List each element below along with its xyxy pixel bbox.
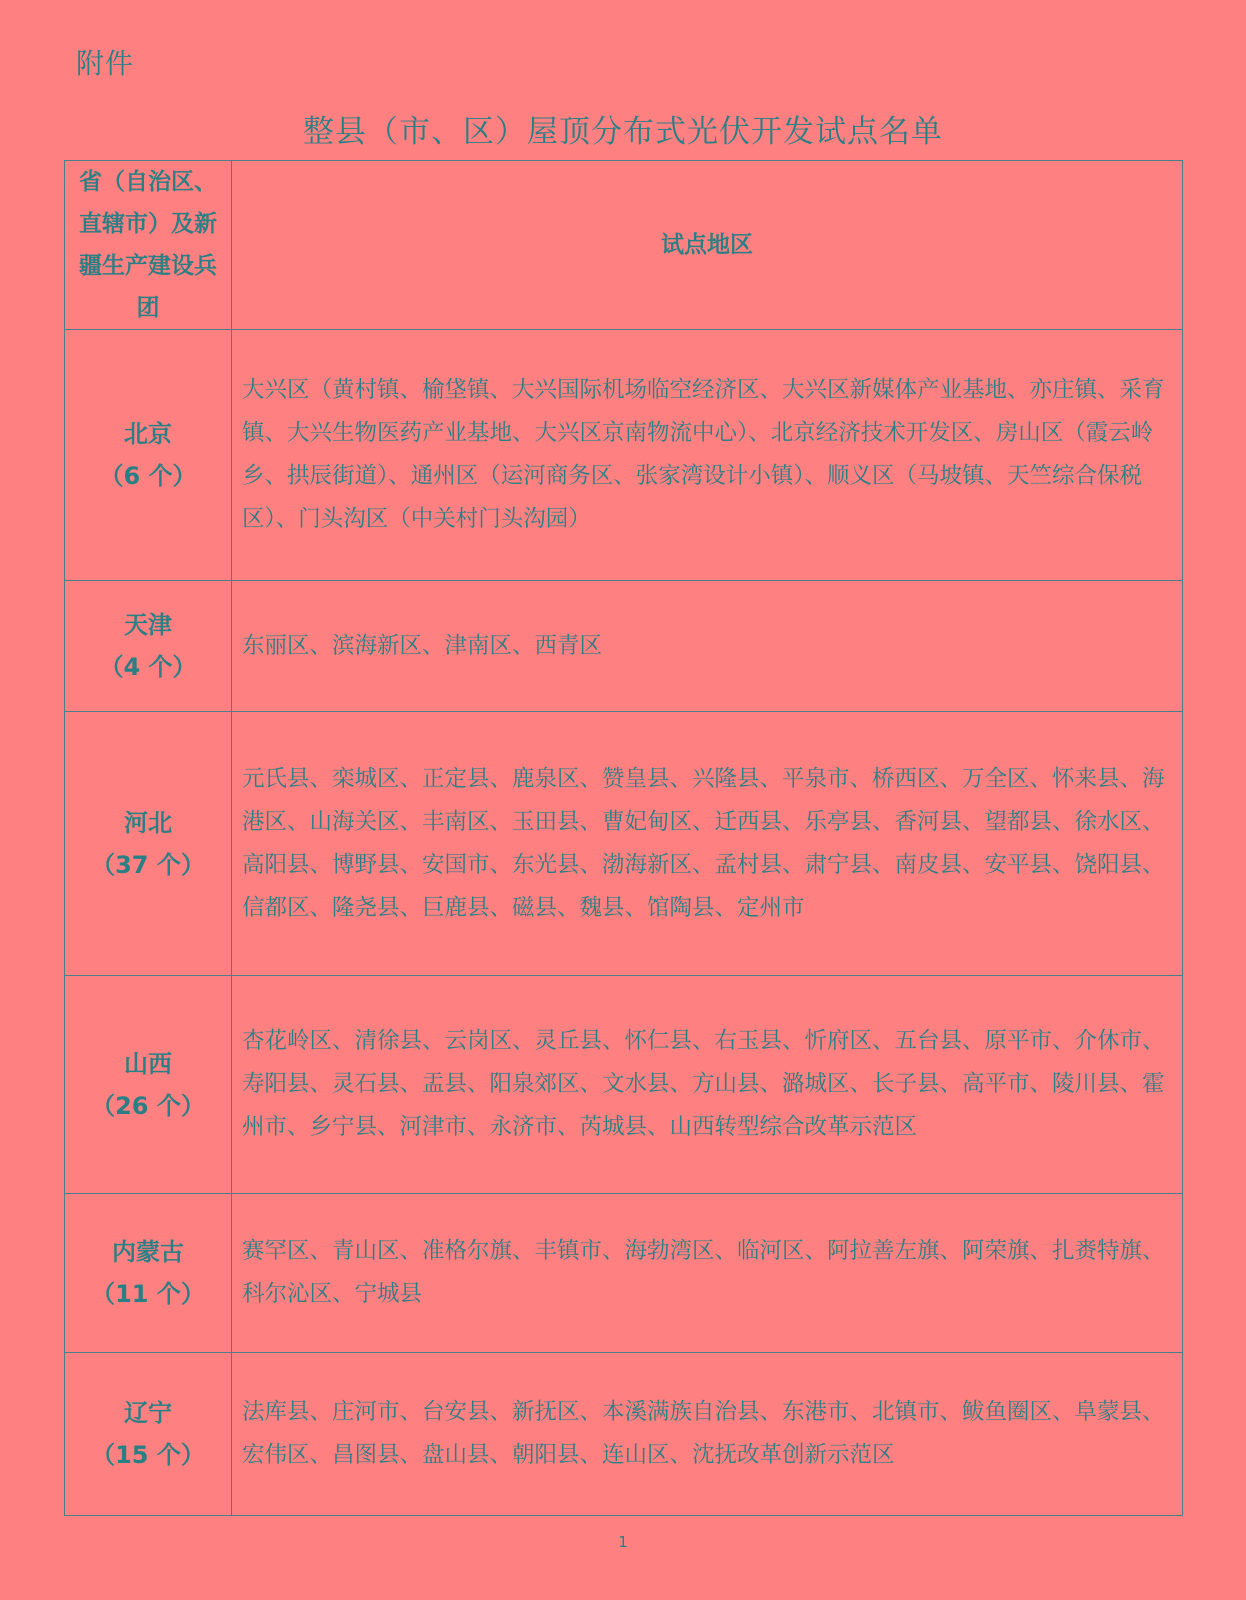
attachment-label: 附件 (76, 47, 135, 80)
province-count: （15 个） (91, 1441, 205, 1469)
areas-cell: 东丽区、滨海新区、津南区、西青区 (232, 581, 1183, 712)
province-count: （37 个） (91, 850, 205, 879)
province-name: 北京 (124, 420, 172, 448)
areas-cell: 元氏县、栾城区、正定县、鹿泉区、赞皇县、兴隆县、平泉市、桥西区、万全区、怀来县、海港区、山海关区、丰南区、玉田县、曹妃甸区、迁西县、乐亭县、香河县、望都县、徐水区、高阳县、博野县、安国市、东光县、渤海新区、孟村县、肃宁县、南皮县、安平县、饶阳县、信都区、隆尧县、巨鹿县、磁县、魏县、馆陶县、定州市 (232, 712, 1183, 976)
document-title: 整县（市、区）屋顶分布式光伏开发试点名单 (303, 114, 943, 150)
province-cell (65, 330, 232, 581)
table-row (65, 976, 1183, 1194)
province-name: 山西 (124, 1049, 172, 1078)
table-row (65, 1194, 1183, 1353)
table-row (65, 330, 1183, 581)
page-number: 1 (618, 1533, 628, 1551)
province-name: 辽宁 (124, 1399, 172, 1427)
province-cell (65, 712, 232, 976)
province-cell (65, 1353, 232, 1516)
areas-cell: 法库县、庄河市、台安县、新抚区、本溪满族自治县、东港市、北镇市、鲅鱼圈区、阜蒙县、宏伟区、昌图县、盘山县、朝阳县、连山区、沈抚改革创新示范区 (232, 1353, 1183, 1516)
areas-cell: 赛罕区、青山区、准格尔旗、丰镇市、海勃湾区、临河区、阿拉善左旗、阿荣旗、扎赉特旗、科尔沁区、宁城县 (232, 1194, 1183, 1353)
province-cell (65, 976, 232, 1194)
header-province: 省（自治区、直辖市）及新疆生产建设兵团 (65, 161, 232, 330)
areas-cell: 大兴区（黄村镇、榆垡镇、大兴国际机场临空经济区、大兴区新媒体产业基地、亦庄镇、采育镇、大兴生物医药产业基地、大兴区京南物流中心）、北京经济技术开发区、房山区（霞云岭乡、拱辰街道）、通州区（运河商务区、张家湾设计小镇）、顺义区（马坡镇、天竺综合保税区）、门头沟区（中关村门头沟园） (232, 330, 1183, 581)
province-count: （26 个） (91, 1091, 205, 1120)
province-count: （11 个） (91, 1280, 205, 1308)
header-areas: 试点地区 (232, 161, 1183, 330)
areas-cell: 杏花岭区、清徐县、云岗区、灵丘县、怀仁县、右玉县、忻府区、五台县、原平市、介休市、寿阳县、灵石县、盂县、阳泉郊区、文水县、方山县、潞城区、长子县、高平市、陵川县、霍州市、乡宁县、河津市、永济市、芮城县、山西转型综合改革示范区 (232, 976, 1183, 1194)
province-count: （6 个） (99, 462, 197, 490)
province-count: （4 个） (99, 653, 197, 681)
province-cell (65, 581, 232, 712)
province-cell (65, 1194, 232, 1353)
province-name: 河北 (124, 808, 172, 837)
table-row (65, 1353, 1183, 1516)
table-header-row (65, 161, 1183, 330)
table-row (65, 581, 1183, 712)
province-name: 天津 (124, 611, 172, 639)
table-row (65, 712, 1183, 976)
province-name: 内蒙古 (112, 1238, 184, 1266)
pilot-list-table (64, 160, 1183, 1516)
